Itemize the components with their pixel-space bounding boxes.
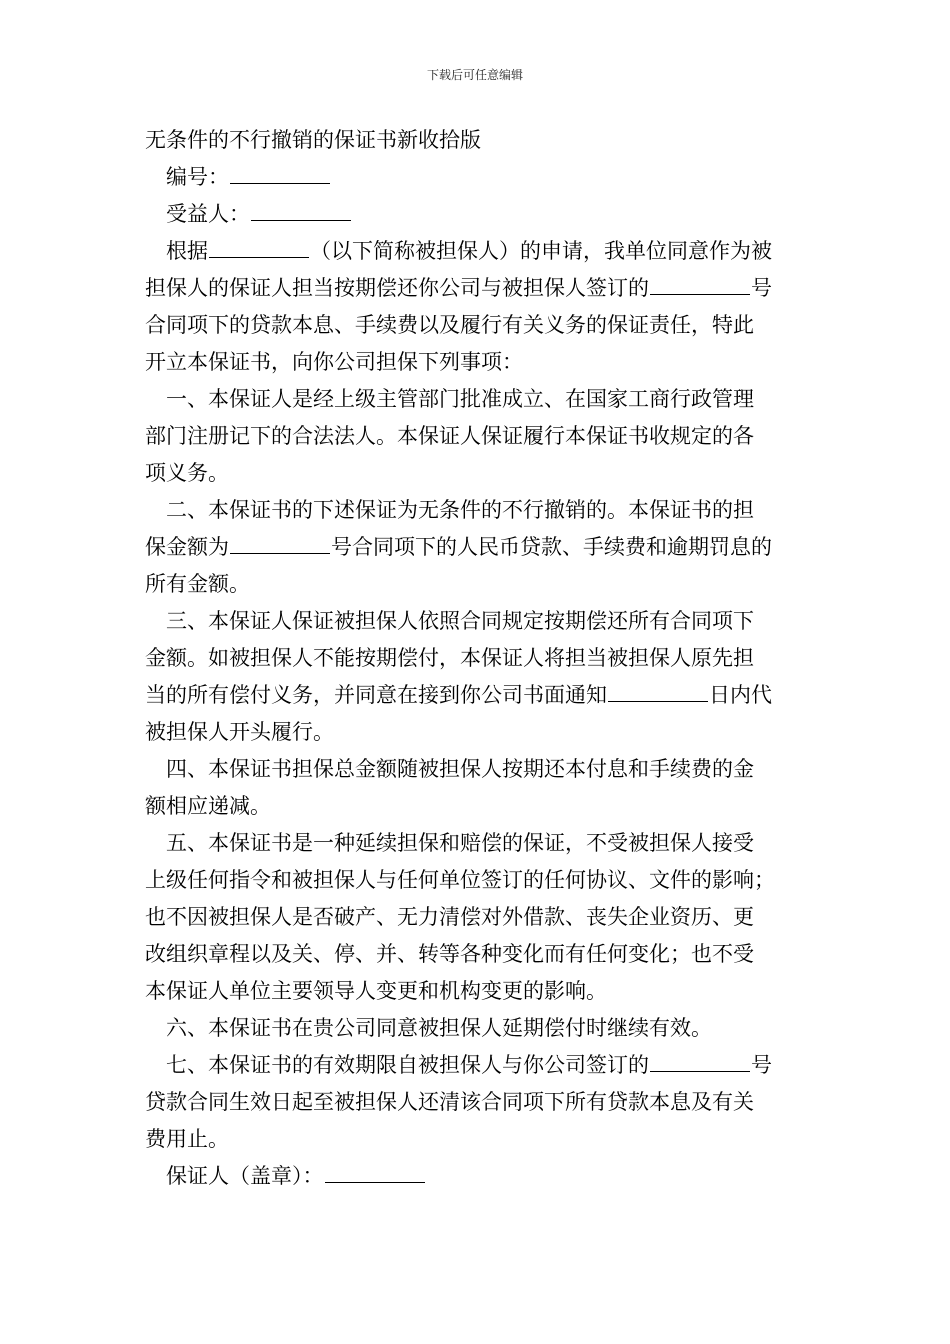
paragraph-line: 二、本保证书的下述保证为无条件的不行撤销的。本保证书的担 (166, 498, 754, 522)
paragraph-line: 金额。如被担保人不能按期偿付，本保证人将担当被担保人原先担 (145, 646, 754, 670)
beneficiary-label: 受益人： (166, 202, 250, 226)
document-body (145, 122, 810, 1195)
paragraph-line: 部门注册记下的合法法人。本保证人保证履行本保证书收规定的各 (145, 424, 754, 448)
paragraph-line: 五、本保证书是一种延续担保和赔偿的保证，不受被担保人接受 (166, 831, 754, 855)
section-7 (145, 1047, 810, 1158)
paragraph-line: 额相应递减。 (145, 794, 271, 818)
paragraph-line: 被担保人开头履行。 (145, 720, 334, 744)
contract-number-blank[interactable] (650, 272, 750, 295)
document-title: 无条件的不行撤销的保证书新收拾版 (145, 128, 481, 152)
guarantor-label: 保证人（盖章）： (166, 1164, 324, 1188)
number-field (145, 159, 810, 196)
section-6 (145, 1010, 810, 1047)
paragraph-line: 本保证人单位主要领导人变更和机构变更的影响。 (145, 979, 607, 1003)
number-label: 编号： (166, 165, 229, 189)
paragraph-line: 所有金额。 (145, 572, 250, 596)
paragraph-line (145, 677, 810, 714)
text-segment: 号 (751, 276, 772, 300)
paragraph-line: 项义务。 (145, 461, 229, 485)
guarantor-blank[interactable] (325, 1160, 425, 1183)
paragraph-line: 开立本保证书，向你公司担保下列事项： (145, 350, 523, 374)
page-header-note: 下载后可任意编辑 (426, 68, 523, 82)
paragraph-line: 合同项下的贷款本息、手续费以及履行有关义务的保证责任，特此 (145, 313, 754, 337)
text-segment: 号 (751, 1053, 772, 1077)
text-segment: 日内代 (709, 683, 772, 707)
section-4 (145, 751, 810, 825)
guarantor-field (145, 1158, 810, 1195)
number-blank[interactable] (230, 161, 330, 184)
paragraph-line (145, 233, 810, 270)
text-segment: 当的所有偿付义务，并同意在接到你公司书面通知 (145, 683, 607, 707)
paragraph-line (145, 529, 810, 566)
paragraph-line: 三、本保证人保证被担保人依照合同规定按期偿还所有合同项下 (166, 609, 754, 633)
paragraph-intro (145, 233, 810, 381)
paragraph-line (145, 1047, 810, 1084)
text-segment: 七、本保证书的有效期限自被担保人与你公司签订的 (166, 1053, 649, 1077)
paragraph-line: 也不因被担保人是否破产、无力清偿对外借款、丧失企业资历、更 (145, 905, 754, 929)
section-3 (145, 603, 810, 751)
loan-contract-number-blank[interactable] (650, 1049, 750, 1072)
days-blank[interactable] (608, 679, 708, 702)
paragraph-line: 贷款合同生效日起至被担保人还清该合同项下所有贷款本息及有关 (145, 1090, 754, 1114)
paragraph-line: 一、本保证人是经上级主管部门批准成立、在国家工商行政管理 (166, 387, 754, 411)
text-segment: 担保人的保证人担当按期偿还你公司与被担保人签订的 (145, 276, 649, 300)
text-segment: 号合同项下的人民币贷款、手续费和逾期罚息的 (331, 535, 772, 559)
paragraph-line: 四、本保证书担保总金额随被担保人按期还本付息和手续费的金 (166, 757, 754, 781)
text-segment: （以下简称被担保人）的申请，我单位同意作为被 (310, 239, 772, 263)
paragraph-line: 改组织章程以及关、停、并、转等各种变化而有任何变化；也不受 (145, 942, 754, 966)
section-2 (145, 492, 810, 603)
paragraph-line: 费用止。 (145, 1127, 229, 1151)
section-5 (145, 825, 810, 1010)
guarantee-amount-blank[interactable] (230, 531, 330, 554)
paragraph-line (145, 270, 810, 307)
text-segment: 保金额为 (145, 535, 229, 559)
paragraph-line: 上级任何指令和被担保人与任何单位签订的任何协议、文件的影响； (145, 868, 775, 892)
section-1 (145, 381, 810, 492)
text-segment: 根据 (166, 239, 208, 263)
applicant-blank[interactable] (209, 235, 309, 258)
paragraph-line: 六、本保证书在贵公司同意被担保人延期偿付时继续有效。 (166, 1016, 712, 1040)
beneficiary-blank[interactable] (251, 198, 351, 221)
beneficiary-field (145, 196, 810, 233)
